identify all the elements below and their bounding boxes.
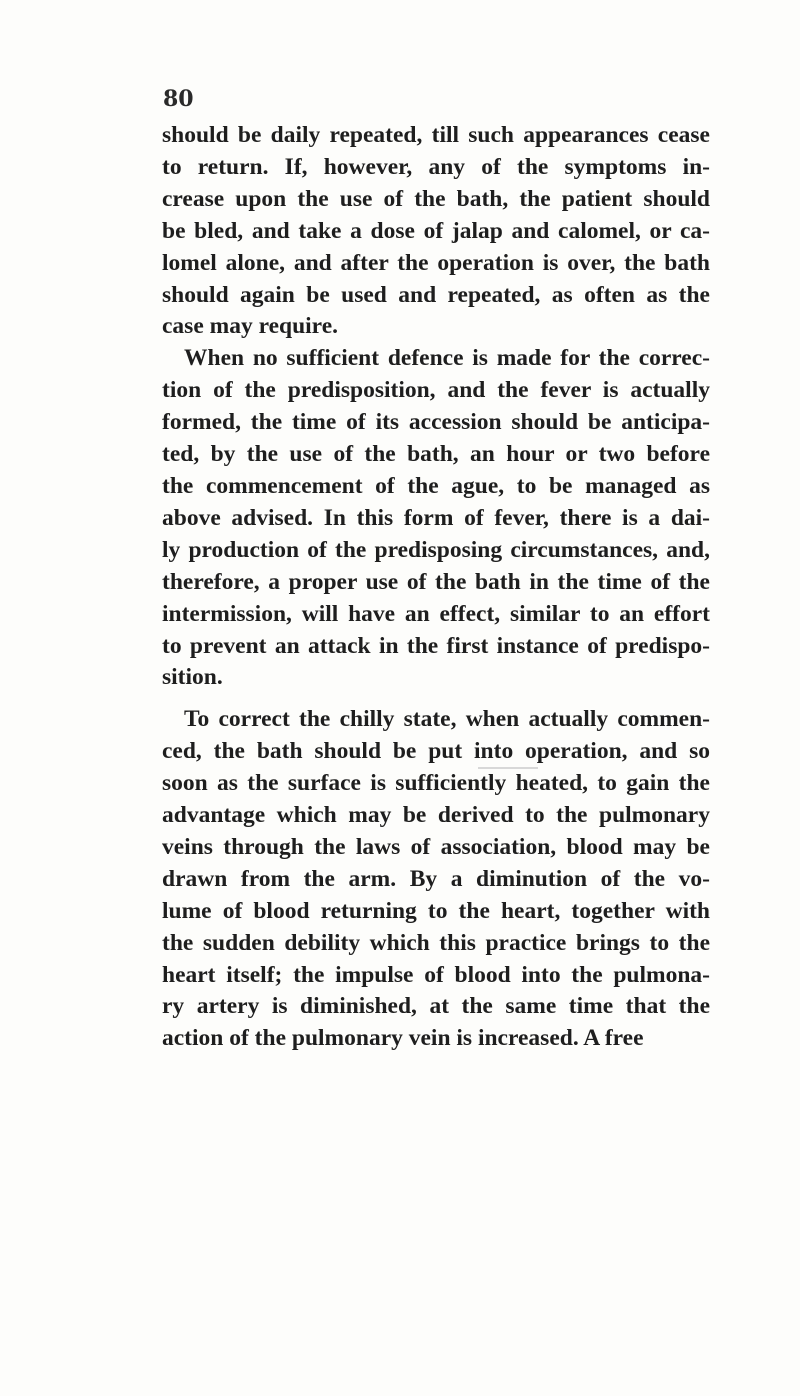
text-line: above advised. In this form of fever, there is a dai- <box>162 504 710 531</box>
text-line: be bled, and take a dose of jalap and calomel, or ca- <box>162 217 710 244</box>
text-line: case may require. <box>162 313 338 340</box>
text-line: should be daily repeated, till such appearances cease <box>162 122 710 148</box>
page-smudge <box>478 767 538 769</box>
text-line: to return. If, however, any of the symptoms in- <box>162 153 710 180</box>
text-line: the commencement of the ague, to be managed as <box>162 472 710 499</box>
text-line: should again be used and repeated, as often as the <box>162 281 710 308</box>
text-line: ced, the bath should be put into operation, and so <box>162 738 710 765</box>
text-line: drawn from the arm. By a diminution of the vo- <box>162 865 710 892</box>
paragraph-2 <box>162 343 710 694</box>
text-line: lomel alone, and after the operation is over, the bath <box>162 249 710 276</box>
text-line: tion of the predisposition, and the fever is actually <box>162 377 710 404</box>
text-line: heart itself; the impulse of blood into the pulmona- <box>162 961 710 988</box>
text-line: ry artery is diminished, at the same time that the <box>162 993 710 1020</box>
text-line: veins through the laws of association, blood may be <box>162 833 710 860</box>
text-line: crease upon the use of the bath, the patient should <box>162 185 710 212</box>
text-line: the sudden debility which this practice brings to the <box>162 929 710 956</box>
text-line: action of the pulmonary vein is increased. A free <box>162 1025 644 1052</box>
text-line: To correct the chilly state, when actually commen- <box>184 706 710 733</box>
text-line: advantage which may be derived to the pulmonary <box>162 802 710 829</box>
text-line: lume of blood returning to the heart, together with <box>162 897 710 924</box>
text-line: formed, the time of its accession should be anticipa- <box>162 409 710 436</box>
paragraph-3 <box>162 704 710 1055</box>
text-line: ly production of the predisposing circumstances, and, <box>162 536 710 563</box>
text-line: therefore, a proper use of the bath in the time of the <box>162 568 710 595</box>
text-line: sition. <box>162 664 223 691</box>
text-line: soon as the surface is sufficiently heated, to gain the <box>162 770 710 797</box>
text-line: ted, by the use of the bath, an hour or two before <box>162 441 710 468</box>
text-line: to prevent an attack in the first instance of predispo- <box>162 632 710 659</box>
text-line: When no sufficient defence is made for the correc- <box>184 345 710 372</box>
page-number: 80 <box>163 86 194 112</box>
body-text <box>162 120 710 1055</box>
text-line: intermission, will have an effect, similar to an effort <box>162 600 710 627</box>
paragraph-1 <box>162 120 710 343</box>
